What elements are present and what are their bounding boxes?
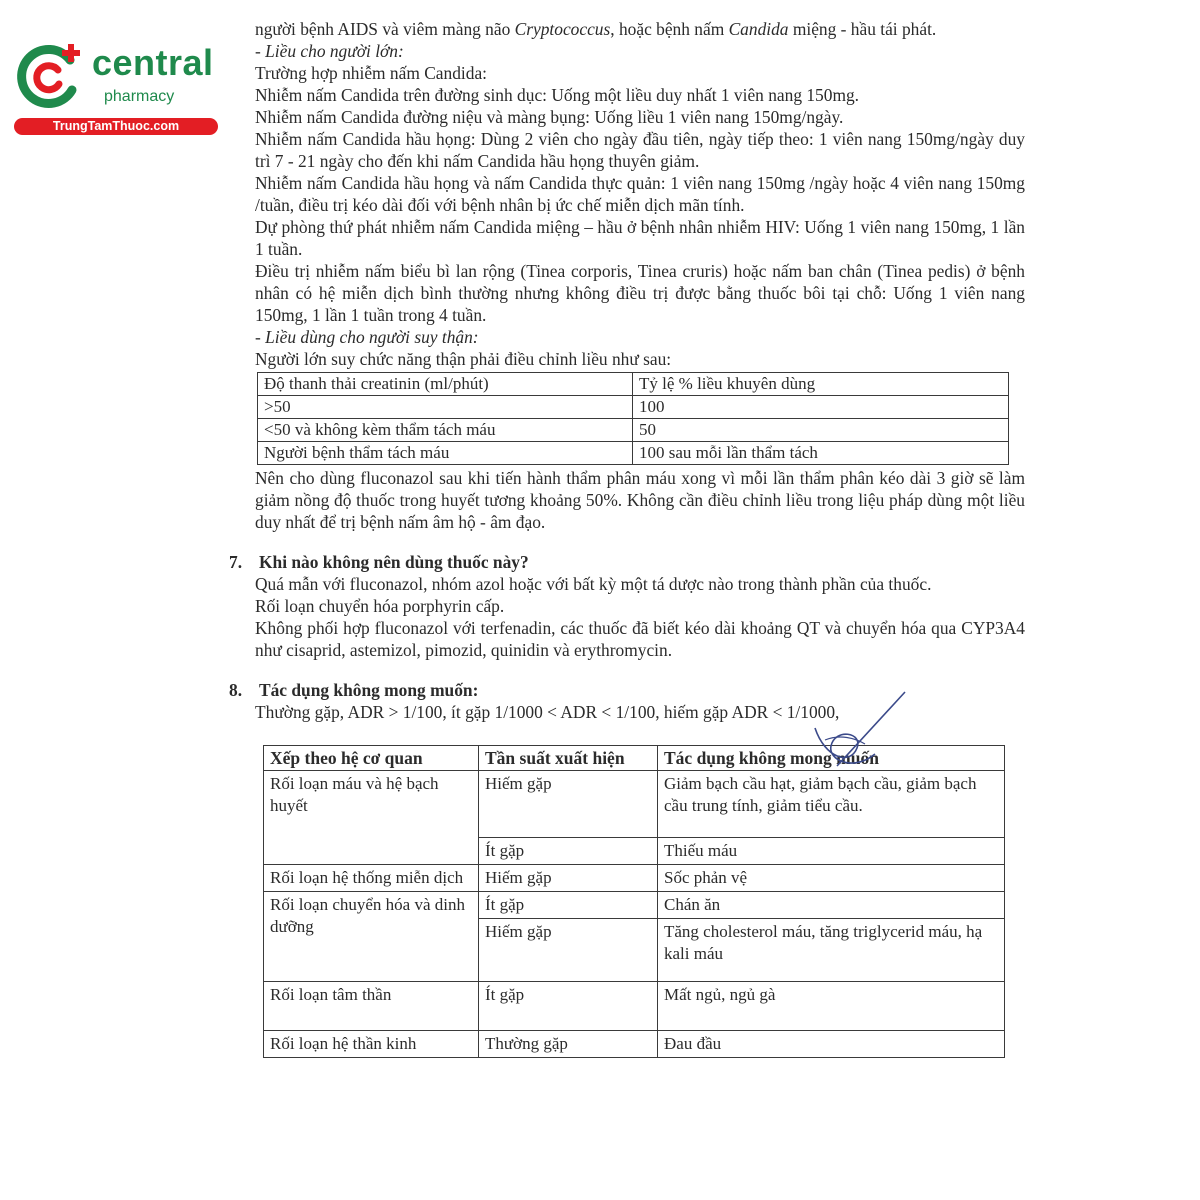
table-row [258, 396, 1009, 419]
adult-dose-heading: - Liều cho người lớn: [255, 41, 404, 61]
candida-case-heading: Trường hợp nhiễm nấm Candida: [255, 63, 487, 83]
dose-paragraph: Dự phòng thứ phát nhiễm nấm Candida miệng – hầu ở bệnh nhân nhiễm HIV: Uống 1 viên nang 150mg, 1 lần 1 tuần. [255, 217, 1025, 259]
organ-cell: Rối loạn hệ thống miễn dịch [264, 865, 479, 892]
table-cell: Người bệnh thẩm tách máu [258, 442, 633, 465]
effect-cell: Sốc phản vệ [658, 865, 1005, 892]
renal-dose-table [257, 372, 1009, 465]
adr-frequency-note: Thường gặp, ADR > 1/100, ít gặp 1/1000 < ADR < 1/100, hiếm gặp ADR < 1/1000, [255, 702, 840, 722]
table-header-cell: Xếp theo hệ cơ quan [264, 746, 479, 771]
renal-note: Nên cho dùng fluconazol sau khi tiến hành thẩm phân máu xong vì mỗi lần thẩm phân kéo dài 3 giờ sẽ làm giảm nồng độ thuốc trong huyết tương khoảng 50%. Không cần điều chỉnh liều trong liệu pháp dùng một liều duy nhất để trị bệnh nấm âm hộ - âm đạo. [255, 468, 1025, 532]
frequency-cell: Ít gặp [479, 982, 658, 1031]
document-page [229, 18, 1025, 1058]
table-header-cell: Tỷ lệ % liều khuyên dùng [633, 373, 1009, 396]
table-row [264, 865, 1005, 892]
table-row [258, 442, 1009, 465]
logo-brand: central [92, 42, 214, 83]
signature-mark-icon [795, 688, 915, 778]
logo-sub: pharmacy [104, 88, 175, 105]
dose-paragraph: Nhiễm nấm Candida đường niệu và màng bụng: Uống liều 1 viên nang 150mg/ngày. [255, 107, 844, 127]
pharmacy-logo [10, 34, 215, 139]
intro-line: người bệnh AIDS và viêm màng não Cryptococcus, hoặc bệnh nấm Candida miệng - hầu tái phát. [255, 19, 937, 39]
dose-paragraph: Nhiễm nấm Candida hầu họng và nấm Candida thực quản: 1 viên nang 150mg /ngày hoặc 4 viên nang 150mg /tuần, điều trị kéo dài đối với bệnh nhân bị ức chế miễn dịch mãn tính. [255, 173, 1025, 215]
table-header-cell: Độ thanh thải creatinin (ml/phút) [258, 373, 633, 396]
organ-cell: Rối loạn chuyển hóa và dinh dưỡng [264, 892, 479, 982]
table-cell: 50 [633, 419, 1009, 442]
contraindication-paragraph: Không phối hợp fluconazol với terfenadin, các thuốc đã biết kéo dài khoảng QT và chuyển hóa qua CYP3A4 như cisaprid, astemizol, pimozid, quinidin và erythromycin. [255, 618, 1025, 660]
table-header-row [258, 373, 1009, 396]
renal-intro: Người lớn suy chức năng thận phải điều chỉnh liều như sau: [255, 349, 672, 369]
effect-cell: Thiếu máu [658, 838, 1005, 865]
table-cell: 100 sau mỗi lần thẩm tách [633, 442, 1009, 465]
effect-cell: Chán ăn [658, 892, 1005, 919]
frequency-cell: Hiếm gặp [479, 919, 658, 982]
table-row [264, 771, 1005, 838]
table-cell: <50 và không kèm thẩm tách máu [258, 419, 633, 442]
table-row [264, 982, 1005, 1031]
table-cell: 100 [633, 396, 1009, 419]
organ-cell: Rối loạn tâm thần [264, 982, 479, 1031]
adverse-effects-table [263, 745, 1005, 1058]
frequency-cell: Hiếm gặp [479, 771, 658, 838]
section-8-title: 8. Tác dụng không mong muốn: [229, 680, 479, 700]
dose-paragraph: Nhiễm nấm Candida hầu họng: Dùng 2 viên cho ngày đầu tiên, ngày tiếp theo: 1 viên nang 150mg/ngày duy trì 7 - 21 ngày cho đến khi nấm Candida hầu họng thuyên giảm. [255, 129, 1025, 171]
central-logo-icon [12, 40, 88, 112]
dose-paragraph: Điều trị nhiễm nấm biểu bì lan rộng (Tinea corporis, Tinea cruris) hoặc nấm ban chân (Tinea pedis) ở bệnh nhân có hệ miễn dịch bình thường nhưng không điều trị được bằng thuốc bôi tại chỗ: Uống 1 viên nang 150mg, 1 lần 1 tuần trong 4 tuần. [255, 261, 1025, 325]
renal-dose-heading: - Liều dùng cho người suy thận: [255, 327, 479, 347]
organ-cell: Rối loạn máu và hệ bạch huyết [264, 771, 479, 865]
effect-cell: Mất ngủ, ngủ gà [658, 982, 1005, 1031]
frequency-cell: Thường gặp [479, 1031, 658, 1058]
frequency-cell: Ít gặp [479, 838, 658, 865]
frequency-cell: Ít gặp [479, 892, 658, 919]
table-row [258, 419, 1009, 442]
contraindication-paragraph: Rối loạn chuyển hóa porphyrin cấp. [255, 596, 505, 616]
table-header-cell: Tác dụng không mong muốn [658, 746, 1005, 771]
effect-cell: Đau đầu [658, 1031, 1005, 1058]
dose-paragraph: Nhiễm nấm Candida trên đường sinh dục: Uống một liều duy nhất 1 viên nang 150mg. [255, 85, 860, 105]
contraindication-paragraph: Quá mẫn với fluconazol, nhóm azol hoặc với bất kỳ một tá dược nào trong thành phần của thuốc. [255, 574, 932, 594]
table-header-cell: Tần suất xuất hiện [479, 746, 658, 771]
effect-cell: Tăng cholesterol máu, tăng triglycerid máu, hạ kali máu [658, 919, 1005, 982]
table-cell: >50 [258, 396, 633, 419]
section-7-title: 7. Khi nào không nên dùng thuốc này? [229, 552, 529, 572]
table-row [264, 1031, 1005, 1058]
logo-url-badge[interactable]: TrungTamThuoc.com [14, 118, 218, 135]
effect-cell: Giảm bạch cầu hạt, giảm bạch cầu, giảm bạch cầu trung tính, giảm tiểu cầu. [658, 771, 1005, 838]
organ-cell: Rối loạn hệ thần kinh [264, 1031, 479, 1058]
table-row [264, 892, 1005, 919]
frequency-cell: Hiếm gặp [479, 865, 658, 892]
